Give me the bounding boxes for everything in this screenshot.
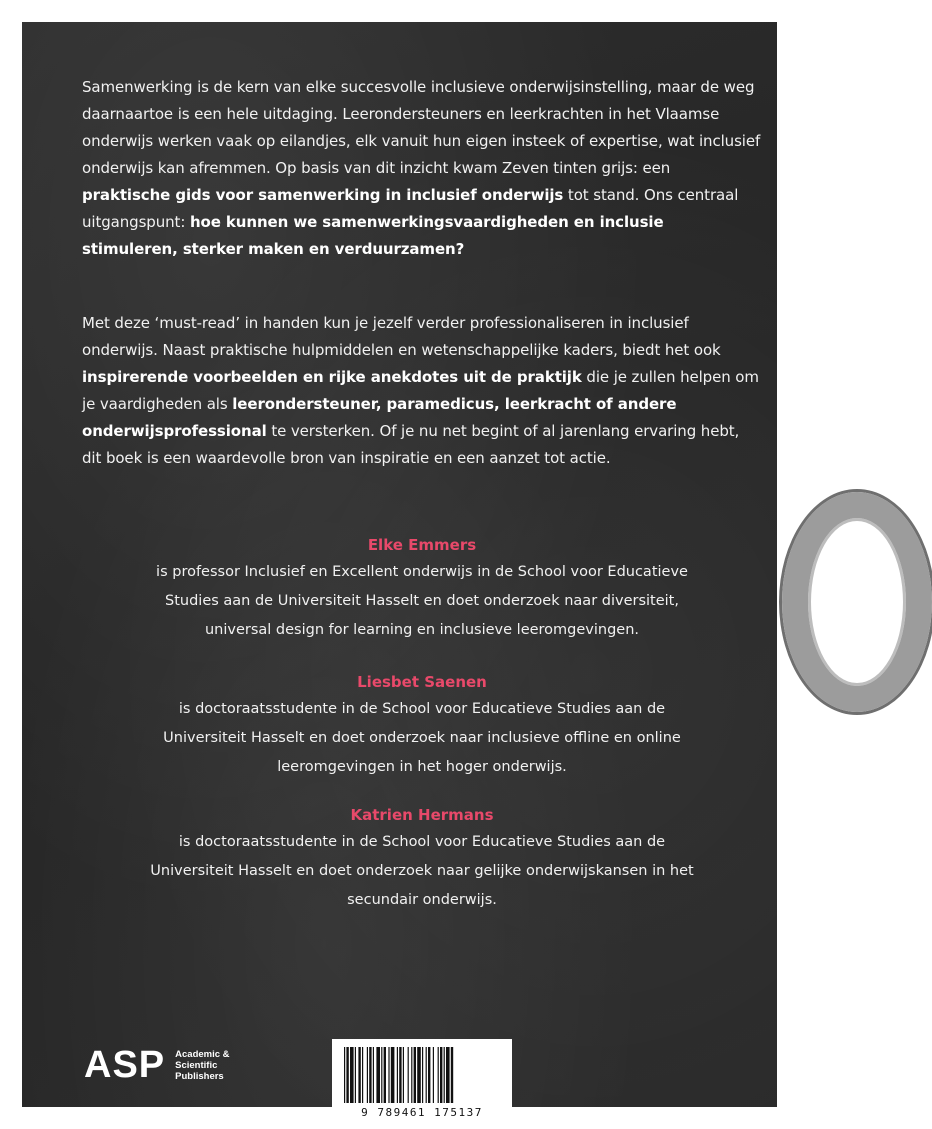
blurb-text: te versterken. Of je nu net begint of al jarenlang ervaring hebt, dit boek is een waardevolle bron van inspiratie en een aanzet tot actie. <box>82 422 740 467</box>
blurb-highlight: inspirerende voorbeelden en rijke anekdotes uit de praktijk <box>82 368 582 386</box>
barcode-bar <box>358 1047 360 1103</box>
blurb-highlight: hoe kunnen we samenwerkingsvaardigheden en inclusie stimuleren, sterker maken en verduurzamen? <box>82 213 664 258</box>
barcode-bar <box>369 1047 371 1103</box>
barcode-bar <box>433 1047 434 1103</box>
author-block <box>82 802 762 915</box>
barcode-bar <box>408 1047 409 1103</box>
barcode-bar <box>397 1047 398 1103</box>
blurb-highlight: leerondersteuner, paramedicus, leerkracht of andere onderwijsprofessional <box>82 395 677 440</box>
barcode-label <box>332 1039 512 1127</box>
barcode-bar <box>355 1047 356 1103</box>
author-name: Elke Emmers <box>367 536 477 554</box>
barcode-bar <box>373 1047 374 1103</box>
barcode-bar <box>403 1047 404 1103</box>
barcode-bar <box>438 1047 439 1103</box>
barcode-bar <box>388 1047 389 1103</box>
back-cover <box>22 22 777 1119</box>
barcode-bar <box>376 1047 380 1103</box>
blurb-text: Samenwerking is de kern van elke succesvolle inclusieve onderwijsinstelling, maar de weg daarnaartoe is een hele uitdaging. Leerondersteuners en leerkrachten in het Vlaamse onderwijs werken vaak op eilandjes, elk vanuit hun eigen insteek of expertise, wat inclusief onderwijs kan afremmen. Op basis van dit inzicht kwam Zeven tinten grijs: een <box>82 78 761 177</box>
author-block <box>82 532 762 645</box>
barcode-bar <box>411 1047 412 1103</box>
blurb-text: tot stand. Ons centraal uitgangspunt: <box>82 186 739 231</box>
binder-ring-graphic <box>782 492 932 712</box>
barcode-bar <box>426 1047 427 1103</box>
barcode-bar <box>344 1047 345 1103</box>
blurb-paragraph-2 <box>82 310 762 472</box>
barcode-bar <box>362 1047 363 1103</box>
barcode-bar <box>414 1047 416 1103</box>
isbn-number: 9 789461 175137 <box>361 1106 483 1119</box>
barcode-bar <box>399 1047 401 1103</box>
author-name: Liesbet Saenen <box>357 673 487 691</box>
barcode-graphic <box>342 1047 502 1103</box>
barcode-bar <box>350 1047 354 1103</box>
publisher-name-line: Academic & <box>175 1049 230 1060</box>
barcode-bar <box>367 1047 368 1103</box>
barcode-bar <box>381 1047 382 1103</box>
blurb-paragraph-1 <box>82 74 762 263</box>
barcode-bar <box>346 1047 348 1103</box>
author-block <box>82 669 762 782</box>
barcode-bar <box>440 1047 442 1103</box>
author-bio: is doctoraatsstudente in de School voor Educatieve Studies aan de Universiteit Hasselt en doet onderzoek naar gelijke onderwijskansen in het secundair onderwijs. <box>150 834 694 908</box>
blurb-highlight: praktische gids voor samenwerking in inclusief onderwijs <box>82 186 564 204</box>
blurb-text: die je zullen helpen om je vaardigheden als <box>82 368 759 413</box>
blurb-text: Met deze ‘must-read’ in handen kun je jezelf verder professionaliseren in inclusief onderwijs. Naast praktische hulpmiddelen en wetenschappelijke kaders, biedt het ook <box>82 314 721 359</box>
publisher-name-line: Publishers <box>175 1071 224 1082</box>
publisher-mark: ASP <box>84 1044 166 1086</box>
author-bio: is professor Inclusief en Excellent onderwijs in de School voor Educatieve Studies aan de Universiteit Hasselt en doet onderzoek naar diversiteit, universal design for learning en inclusieve leeromgevingen. <box>156 564 688 638</box>
barcode-bar <box>422 1047 423 1103</box>
publisher-logo <box>84 1044 255 1087</box>
author-bio: is doctoraatsstudente in de School voor Educatieve Studies aan de Universiteit Hasselt en doet onderzoek naar inclusieve offline en online leeromgevingen in het hoger onderwijs. <box>163 701 681 775</box>
publisher-name <box>175 1049 255 1082</box>
author-name: Katrien Hermans <box>350 806 494 824</box>
barcode-bar <box>417 1047 421 1103</box>
publisher-name-line: Scientific <box>175 1060 218 1071</box>
barcode-bar <box>391 1047 395 1103</box>
barcode-bar <box>384 1047 386 1103</box>
barcode-bar <box>451 1047 453 1103</box>
barcode-bar <box>428 1047 430 1103</box>
barcode-bar <box>446 1047 450 1103</box>
barcode-bar <box>444 1047 445 1103</box>
